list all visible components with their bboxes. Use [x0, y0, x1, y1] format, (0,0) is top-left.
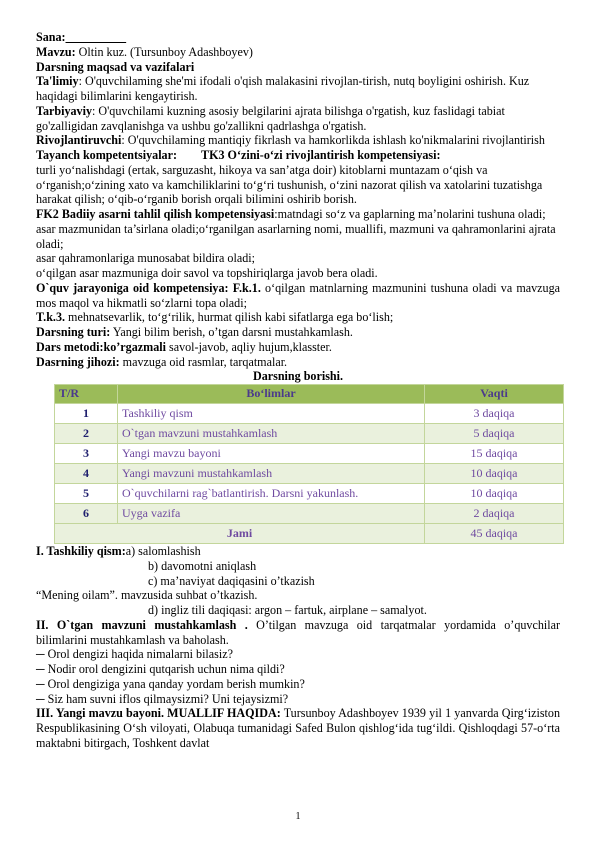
learning-competency-text: o‘qilgan matnlarning mazmunini tushuna oladi va mavzuga mos maqol va hikmatli so‘zlarni topa oladi; [36, 280, 560, 310]
date-label: Sana: [36, 30, 66, 44]
goal-tarbiyaviy-text: : O'quvchilami kuzning asosiy belgilarini ajrata bilishga o'rgatish, kuz faslidagi tabiat go'zalligidan zavqlanishga va ushbu go'zallikni qadrlashga o'rgatish. [36, 103, 505, 133]
date-line [36, 30, 560, 45]
lesson-equipment-label: Dasrning jihozi: [36, 354, 120, 369]
lesson-type-label: Darsning turi: [36, 325, 111, 339]
goal-rivojlantiruvchi-text: : O'quvchilaming mantiqiy fikrlash va hamkorlikda ishlash ko'nikmalarini rivojlantirish [121, 133, 545, 148]
lesson-equipment [36, 355, 560, 370]
row-section: O`quvchilarni rag`batlantirish. Darsni yakunlash. [118, 484, 425, 504]
fk2-text: :matndagi so‘z va gaplarning ma’nolarini tushuna oladi; asar mazmunidan ta’sirlana oladi;o‘rganilgan asarlarning nomi, muallifi, mazmuni va qahramonlarini ajrata oladi; [36, 207, 556, 251]
total-label: Jami [55, 524, 425, 544]
section1-line-a [36, 544, 560, 559]
tk3-short-label: T.k.3. [36, 310, 66, 325]
fk1-label: F.k.1. [232, 280, 261, 295]
total-time: 45 daqiqa [425, 524, 564, 544]
section2-question: ─ Siz ham suvni iflos qilmaysizmi? Uni tejaysizmi? [36, 691, 289, 706]
goal-talimiy-text: : O'quvchilaming she'mi ifodali o'qish malakasini rivojlan-tirish, nutq boyligini oshirish. Kuz haqidagi bilimlarini kengaytirish. [36, 74, 530, 103]
lesson-type-text: Yangi bilim berish, o’tgan darsni mustahkamlash. [110, 325, 353, 339]
row-time: 10 daqiqa [425, 464, 564, 484]
lesson-method [36, 340, 560, 355]
goals-heading: Darsning maqsad va vazifalari [36, 59, 195, 74]
row-time: 5 daqiqa [425, 424, 564, 444]
section2-question: ─ Nodir orol dengizini qutqarish uchun nima qildi? [36, 662, 285, 676]
header-sections: Bo‘limlar [118, 385, 425, 404]
section2-text: O’tilgan mavzuga oid tarqatmalar yordamida o’quvchilar bilimlarini mustahkamlash va baholash. [36, 617, 560, 647]
section1-label: I. Tashkiliy qism: [36, 544, 126, 558]
topic-line [36, 45, 560, 60]
section2-paragraph [36, 618, 560, 648]
row-number: 6 [55, 504, 118, 524]
header-time: Vaqti [425, 385, 564, 404]
row-number: 3 [55, 444, 118, 464]
goal-tarbiyaviy [36, 104, 560, 134]
lesson-method-label: Dars metodi:ko’rgazmali [36, 339, 166, 354]
row-time: 3 daqiqa [425, 404, 564, 424]
lesson-type [36, 325, 560, 340]
row-number: 4 [55, 464, 118, 484]
section3-text: Tursunboy Adashboyev 1939 yil 1 yanvarda Qirg‘iziston Respublikasining O‘sh viloyati, Olabuqa tumanidagi Safed Bulon qishlog‘ida tug‘ildi. Qishloqdagi 57-o‘rta maktabni bitirgach, Toshkent davlat [36, 706, 560, 750]
goal-talimiy-label: Ta'limiy [36, 74, 79, 89]
row-number: 5 [55, 484, 118, 504]
tk3-text: turli yo‘nalishdagi (ertak, sarguzasht, hikoya va san’atga doir) kitoblarni muntazam o‘qish va o‘rganish;o‘zining xato va kamchiliklarini to‘g‘ri tushunish, o‘zini nazorat qilish va xatolarini tuzatishga harakat qilish; o‘qib-o‘rganib borish orqali bilimini oshirib borish. [36, 162, 543, 207]
table-header-row [55, 385, 564, 404]
header-tr: T/R [55, 385, 118, 404]
section3-label: III. Yangi mavzu bayoni. MUALLIF HAQIDA: [36, 706, 281, 721]
section1-item-c: c) ma’naviyat daqiqasini o’tkazish [148, 573, 315, 588]
table-row [55, 464, 564, 484]
row-time: 10 daqiqa [425, 484, 564, 504]
learning-competency-label: O`quv jarayoniga oid kompetensiya: [36, 280, 229, 295]
table-row [55, 444, 564, 464]
fk2-label: FK2 Badiiy asarni tahlil qilish kompetensiyasi [36, 207, 275, 221]
row-time: 2 daqiqa [425, 504, 564, 524]
lesson-equipment-text: mavzuga oid rasmlar, tarqatmalar. [119, 354, 288, 369]
row-section: O`tgan mavzuni mustahkamlash [118, 424, 425, 444]
row-section: Yangi mavzu bayoni [118, 444, 425, 464]
row-number: 1 [55, 404, 118, 424]
row-number: 2 [55, 424, 118, 444]
lesson-plan-title: Darsning borishi. [252, 369, 344, 384]
tk3-label: TK3 O‘zini-o‘zi rivojlantirish kompetensiyasi: [201, 148, 441, 162]
tk3-short [36, 310, 560, 325]
topic-label: Mavzu: [36, 44, 76, 59]
row-section: Tashkiliy qism [118, 404, 425, 424]
section1-item-b: b) davomotni aniqlash [148, 558, 257, 573]
table-row [55, 404, 564, 424]
section1-item-d: d) ingliz tili daqiqasi: argon – fartuk, airplane – samalyot. [148, 603, 427, 617]
section2-label: II. O`tgan mavzuni mustahkamlash . [36, 617, 248, 632]
tk3-short-text: mehnatsevarlik, to‘g‘rilik, hurmat qilish kabi sifatlarga ega bo‘lish; [65, 310, 394, 325]
goal-rivojlantiruvchi-label: Rivojlantiruvchi [36, 133, 122, 148]
core-competencies-line [36, 148, 560, 163]
section2-question: ─ Orol dengizi haqida nimalarni bilasiz? [36, 647, 233, 662]
fk2-paragraph [36, 207, 560, 251]
section1-mening-oilam: “Mening oilam”. mavzusida suhbat o’tkazish. [36, 588, 258, 603]
table-row [55, 424, 564, 444]
goal-talimiy [36, 74, 560, 104]
fk2-line-2: asar qahramonlariga munosabat bildira oladi; [36, 251, 255, 266]
goal-rivojlantiruvchi [36, 133, 560, 148]
fk2-line-3: o‘qilgan asar mazmuniga doir savol va topshiriqlarga javob bera oladi. [36, 266, 378, 280]
row-time: 15 daqiqa [425, 444, 564, 464]
learning-competency [36, 281, 560, 311]
topic-text: Oltin kuz. (Tursunboy Adashboyev) [75, 44, 253, 59]
lesson-plan-table [54, 384, 564, 544]
table-row [55, 484, 564, 504]
row-section: Uyga vazifa [118, 504, 425, 524]
table-row [55, 504, 564, 524]
section1-item-a: a) salomlashish [125, 544, 201, 558]
goal-tarbiyaviy-label: Tarbiyaviy [36, 103, 93, 118]
section3-paragraph [36, 706, 560, 750]
lesson-method-text: savol-javob, aqliy hujum,klasster. [165, 339, 332, 354]
date-blank: __________ [65, 30, 127, 44]
core-competencies-label: Tayanch kompetentsiyalar: [36, 148, 177, 162]
section2-question: ─ Orol dengiziga yana qanday yordam berish mumkin? [36, 676, 305, 691]
row-section: Yangi mavzuni mustahkamlash [118, 464, 425, 484]
table-total-row [55, 524, 564, 544]
page-number: 1 [295, 811, 301, 822]
